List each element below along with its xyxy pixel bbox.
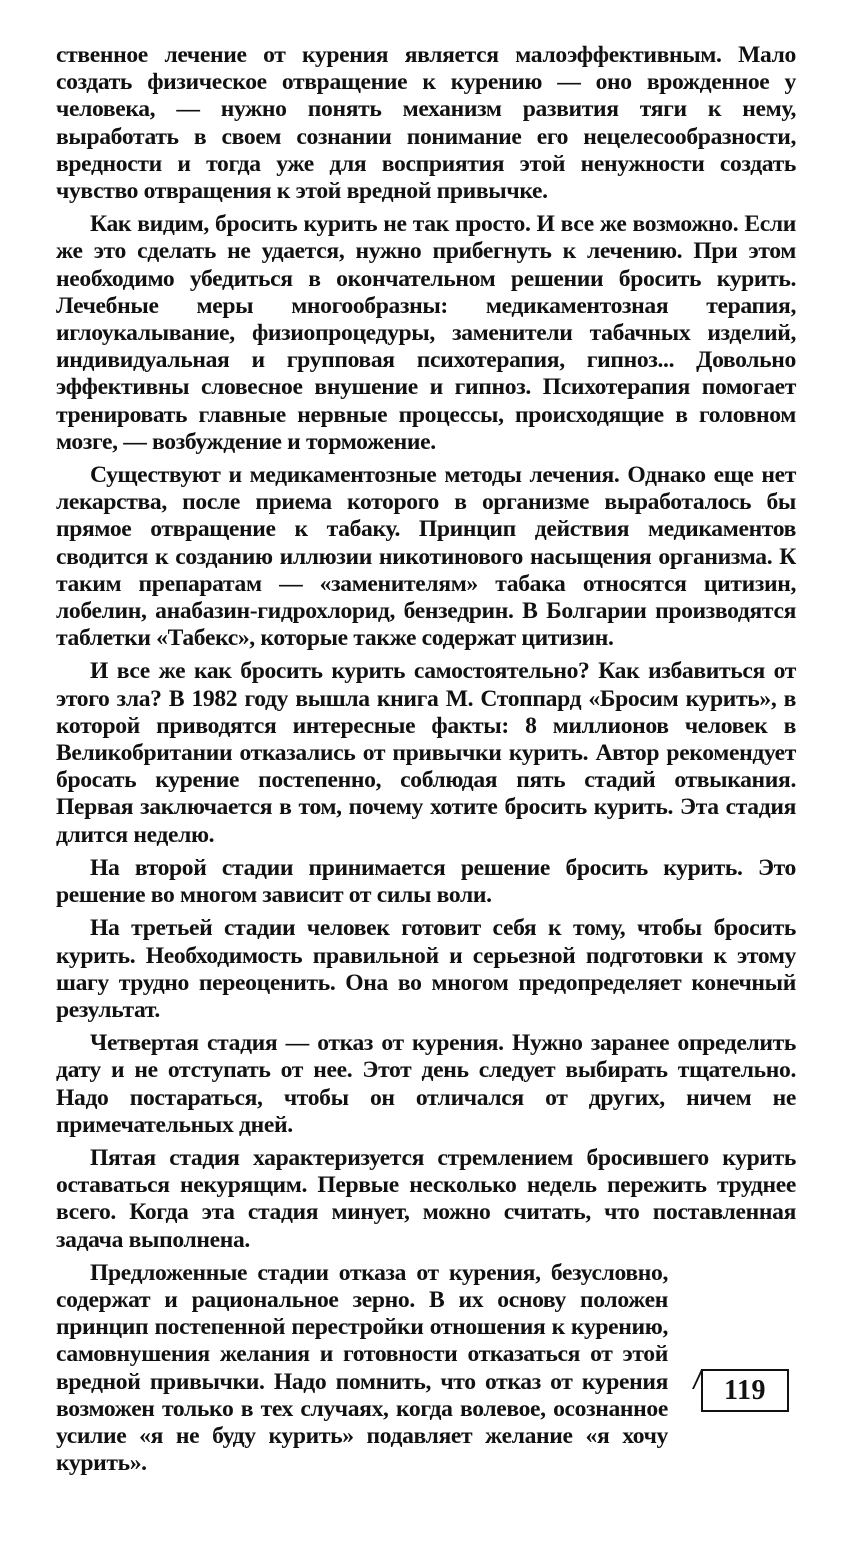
paragraph-9: Предложенные стадии отказа от курения, безусловно, содержат и рациональное зерно. В их основу положен принцип постепенной перестройки отношения к курению, самовнушения желания и готовности отказаться от этой вредной привычки. Надо помнить, что отказ от курения возможен только в тех случаях, когда волевое, осознанное усилие «я не буду курить» подавляет желание «я хочу курить».	[56, 1259, 668, 1477]
paragraph-7: Четвертая стадия — отказ от курения. Нужно заранее определить дату и не отступать от нее. Этот день следует выбирать тщательно. Надо постараться, чтобы он отличался от других, ничем не примечательных дней.	[56, 1030, 796, 1138]
paragraph-3: Существуют и медикаментозные методы лечения. Однако еще нет лекарства, после приема которого в организме выработалось бы прямое отвращение к табаку. Принцип действия медикаментов сводится к созданию иллюзии никотинового насыщения организма. К таким препаратам — «заменителям» табака относятся цитизин, лобелин, анабазин-гидрохлорид, бензедрин. В Болгарии производятся таблетки «Табекс», которые также содержат цитизин.	[56, 462, 796, 652]
page-number: 119	[724, 1374, 766, 1406]
paragraph-1: ственное лечение от курения является малоэффективным. Мало создать физическое отвращение к курению — оно врожденное у человека, — нужно понять механизм развития тяги к нему, выработать в своем сознании понимание его нецелесообразности, вредности и тогда уже для восприятия этой ненужности создать чувство отвращения к этой вредной привычке.	[56, 42, 796, 205]
paragraph-5: На второй стадии принимается решение бросить курить. Это решение во многом зависит от силы воли.	[56, 854, 796, 909]
paragraph-6: На третьей стадии человек готовит себя к тому, чтобы бросить курить. Необходимость правильной и серьезной подготовки к этому шагу трудно переоценить. Она во многом предопределяет конечный результат.	[56, 915, 796, 1023]
page-number-box	[701, 1369, 789, 1412]
paragraph-4: И все же как бросить курить самостоятельно? Как избавиться от этого зла? В 1982 году вышла книга М. Стоппард «Бросим курить», в которой приводятся интересные факты: 8 миллионов человек в Великобритании отказались от привычки курить. Автор рекомендует бросать курение постепенно, соблюдая пять стадий отвыкания. Первая заключается в том, почему хотите бросить курить. Эта стадия длится неделю.	[56, 658, 796, 848]
paragraph-2: Как видим, бросить курить не так просто. И все же возможно. Если же это сделать не удается, нужно прибегнуть к лечению. При этом необходимо убедиться в окончательном решении бросить курить. Лечебные меры многообразны: медикаментозная терапия, иглоукалывание, физиопроцедуры, заменители табачных изделий, индивидуальная и групповая психотерапия, гипноз... Довольно эффективны словесное внушение и гипноз. Психотерапия помогает тренировать главные нервные процессы, происходящие в головном мозге, — возбуждение и торможение.	[56, 211, 796, 455]
paragraph-8: Пятая стадия характеризуется стремлением бросившего курить оставаться некурящим. Первые несколько недель пережить труднее всего. Когда эта стадия минует, можно считать, что поставленная задача выполнена.	[56, 1144, 796, 1253]
page-body	[56, 42, 796, 1483]
